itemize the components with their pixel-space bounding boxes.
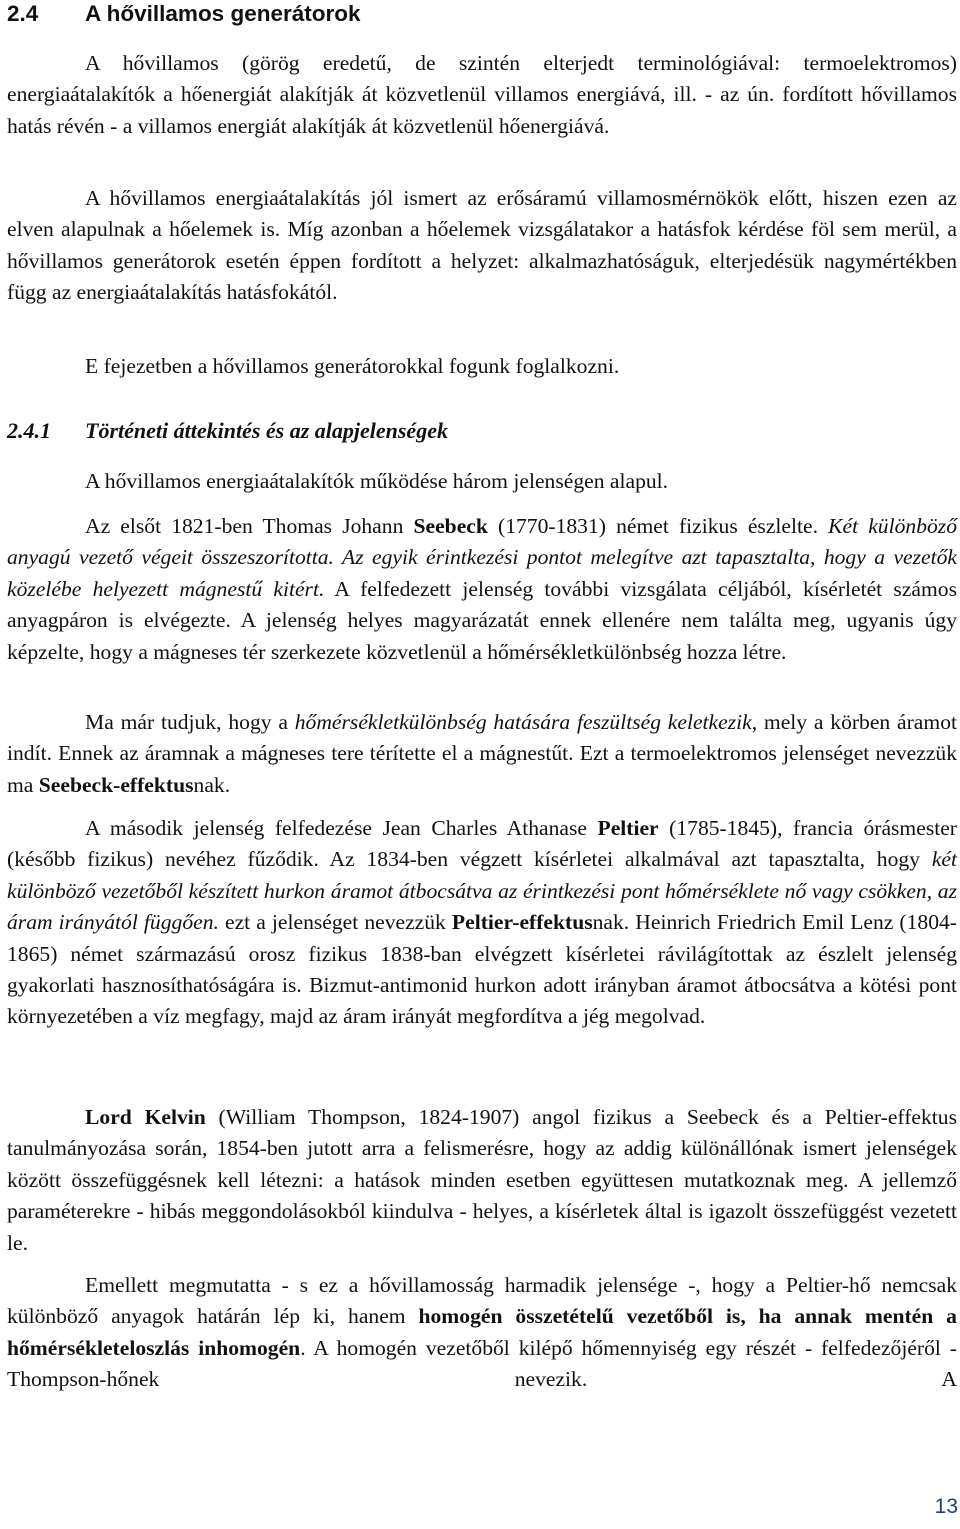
text-run: Ma már tudjuk, hogy a	[85, 710, 295, 734]
text-run: (1785-1845), francia órásmester (később fizikus) nevéhez fűződik. Az 1834-ben végzett kísérletei alkalmával azt tapasztalta, hogy	[7, 816, 957, 872]
intro-paragraph-3: E fejezetben a hővillamos generátorokkal fogunk foglalkozni.	[85, 354, 620, 378]
subsection-heading	[7, 417, 448, 445]
text-run: A második jelenség felfedezése Jean Charles Athanase	[85, 816, 598, 840]
italic-run: hőmérsékletkülönbség hatására feszültség keletkezik	[294, 710, 752, 734]
body-paragraph-2	[7, 511, 957, 668]
intro-paragraph-2: A hővillamos energiaátalakítás jól ismert az erősáramú villamosmérnökök előtt, hiszen ezen az elven alapulnak a hőelemek is. Míg azonban a hőelemek vizsgálatakor a hatásfok kérdése föl sem merül, a hővillamos generátorok esetén éppen fordított a helyzet: alkalmazhatóságuk, elterjedésük nagymértékben függ az energiaátalakítás hatásfokától.	[7, 186, 957, 305]
bold-term-peltier-effect: Peltier-effektus	[451, 910, 593, 935]
bold-statement: homogén összetételű vezetőből is, ha annak mentén a hőmérsékleteloszlás inhomogén	[7, 1304, 957, 1360]
text-run: Emellett megmutatta - s ez a hővillamosság harmadik jelensége -, hogy a Peltier-hő nemcsak különböző anyagok határán lép ki, hanem	[7, 1273, 957, 1329]
bold-name-lord-kelvin: Lord Kelvin	[85, 1105, 206, 1129]
section-heading	[7, 0, 360, 28]
section-title: A hővillamos generátorok	[85, 1, 361, 26]
subsection-title: Történeti áttekintés és az alapjelenségek	[85, 418, 448, 443]
text-run: Az elsőt 1821-ben Thomas Johann	[85, 514, 414, 538]
subsection-number: 2.4.1	[7, 418, 51, 443]
text-run: . A homogén vezetőből kilépő hőmennyiség egy részét - felfedezőjéről - Thompson-hőnek nevezik. A	[7, 1335, 957, 1392]
body-paragraph-6	[7, 1270, 957, 1396]
body-paragraph-4	[7, 813, 957, 1033]
text-run: A felfedezett jelenség további vizsgálata céljából, kísérletét számos anyagpáron is elvégezte. A jelenség helyes magyarázatát ennek ellenére nem találta meg, ugyanis úgy képzelte, hogy a mágneses tér szerkezete közvetlenül a hőmérsékletkülönbség hozza létre.	[7, 576, 957, 664]
italic-run: Két különböző anyagú vezető végeit összeszorította. Az egyik érintkezési pontot melegítve azt tapasztalta, hogy a vezetők közelébe helyezett mágnestű kitért.	[7, 514, 957, 601]
intro-paragraph-1: A hővillamos (görög eredetű, de szintén elterjedt terminológiával: termoelektromos) energiaátalakítók a hőenergiát alakítják át közvetlenül villamos energiává, ill. - az ún. fordított hővillamos hatás révén - a villamos energiát alakítják át közvetlenül hőenergiává.	[7, 51, 957, 138]
body-paragraph-3	[7, 707, 957, 801]
page-number: 13	[934, 1495, 958, 1518]
text-run: (William Thompson, 1824-1907) angol fizikus a Seebeck és a Peltier-effektus tanulmányozása során, 1854-ben jutott arra a felismerésre, hogy az addig különállónak ismert jelenségek között összefüggésnek kell létezni: a hatások minden esetben együttesen mutatkoznak meg. A jellemző paraméterekre - hibás meggondolásokból kiindulva - helyes, a kísérletek által is igazolt összefüggést vezetett le.	[7, 1105, 957, 1255]
italic-run: két különböző vezetőből készített hurkon áramot átbocsátva az érintkezési pont hőmérséklete nő vagy csökken, az áram irányától függően.	[7, 847, 957, 935]
text-run: ezt a jelenséget nevezzük	[218, 910, 452, 935]
body-paragraph-1: A hővillamos energiaátalakítók működése három jelenségen alapul.	[85, 469, 669, 493]
bold-term-seebeck-effect: Seebeck-effektus	[38, 772, 194, 797]
section-number: 2.4	[7, 1, 39, 26]
body-paragraph-5	[7, 1102, 957, 1259]
text-run: , mely a körben áramot indít. Ennek az áramnak a mágneses tere térítette el a mágnestűt. Ezt a termoelektromos jelenséget nevezzük ma	[7, 710, 957, 797]
bold-name-peltier: Peltier	[597, 816, 659, 840]
text-run: nak. Heinrich Friedrich Emil Lenz (1804-1865) német származású orosz fizikus 1838-ban elvégzett kísérletei rávilágítottak az észlelt jelenség gyakorlati hasznosíthatóságára is. Bizmut-antimonid hurkon adott irányban áramot átbocsátva a kötési pont környezetében a víz megfagy, majd az áram irányát megfordítva a jég megolvad.	[7, 910, 957, 1029]
text-run: (1770-1831) német fizikus észlelte.	[487, 514, 829, 538]
bold-name-seebeck: Seebeck	[413, 514, 488, 538]
text-run: nak.	[193, 772, 231, 797]
